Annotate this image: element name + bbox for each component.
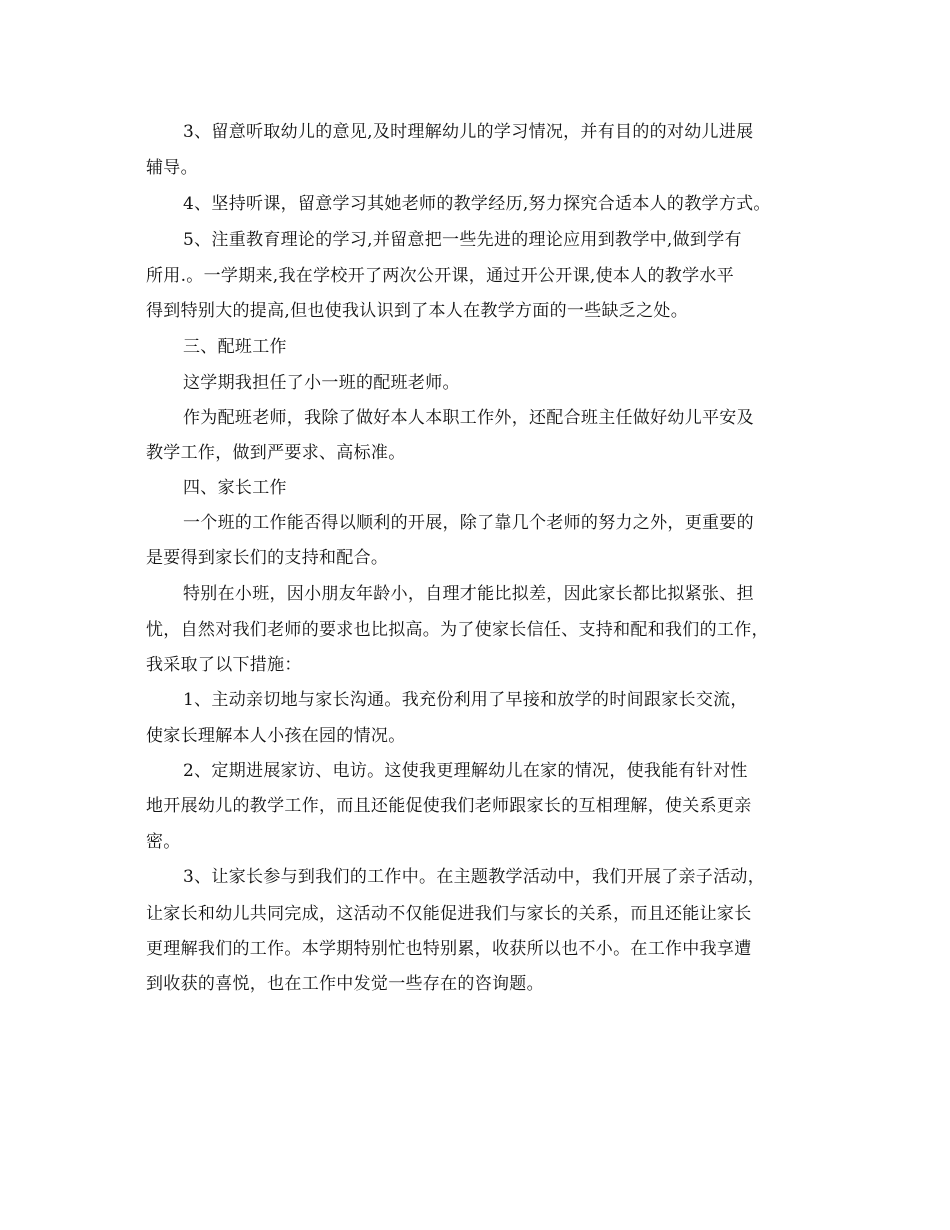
paragraph-line: 教学工作，做到严要求、高标准。 bbox=[146, 443, 406, 463]
paragraph-line: 3、留意听取幼儿的意见,及时理解幼儿的学习情况，并有目的的对幼儿进展 bbox=[183, 122, 754, 142]
paragraph-line: 地开展幼儿的教学工作，而且还能促使我们老师跟家长的互相理解，使关系更亲 bbox=[146, 796, 752, 816]
paragraph-line: 到收获的喜悦，也在工作中发觉一些存在的咨询题。 bbox=[146, 974, 544, 994]
paragraph-line: 忧，自然对我们老师的要求也比拟高。为了使家长信任、支持和配和我们的工作， bbox=[146, 620, 769, 640]
paragraph-line: 是要得到家长们的支持和配合。 bbox=[146, 548, 389, 568]
paragraph-line: 4、坚持听课，留意学习其她老师的教学经历,努力探究合适本人的教学方式。 bbox=[183, 194, 771, 214]
paragraph-line: 让家长和幼儿共同完成，这活动不仅能促进我们与家长的关系，而且还能让家长 bbox=[146, 904, 752, 924]
paragraph-line: 使家长理解本人小孩在园的情况。 bbox=[146, 726, 406, 746]
paragraph-line: 1、主动亲切地与家长沟通。我充份利用了早接和放学的时间跟家长交流， bbox=[183, 690, 748, 710]
paragraph-line: 我采取了以下措施： bbox=[146, 655, 302, 675]
paragraph-line: 一个班的工作能否得以顺利的开展，除了靠几个老师的努力之外，更重要的 bbox=[183, 513, 754, 533]
paragraph-line: 3、让家长参与到我们的工作中。在主题教学活动中，我们开展了亲子活动， bbox=[183, 867, 766, 887]
paragraph-line: 作为配班老师，我除了做好本人本职工作外，还配合班主任做好幼儿平安及 bbox=[183, 408, 754, 428]
paragraph-line: 更理解我们的工作。本学期特别忙也特别累，收获所以也不小。在工作中我享遭 bbox=[146, 939, 752, 959]
paragraph-line: 所用.。一学期来,我在学校开了两次公开课，通过开公开课,使本人的教学水平 bbox=[146, 266, 735, 286]
paragraph-line: 密。 bbox=[146, 832, 181, 852]
paragraph-line: 得到特别大的提高,但也使我认识到了本人在教学方面的一些缺乏之处。 bbox=[146, 301, 689, 321]
section-heading: 三、配班工作 bbox=[183, 337, 287, 357]
paragraph-line: 5、注重教育理论的学习,并留意把一些先进的理论应用到教学中,做到学有 bbox=[183, 230, 742, 250]
paragraph-line: 这学期我担任了小一班的配班老师。 bbox=[183, 373, 460, 393]
section-heading: 四、家长工作 bbox=[183, 478, 287, 498]
paragraph-line: 特别在小班，因小朋友年龄小，自理才能比拟差，因此家长都比拟紧张、担 bbox=[183, 584, 754, 604]
paragraph-line: 2、定期进展家访、电访。这使我更理解幼儿在家的情况，使我能有针对性 bbox=[183, 761, 748, 781]
paragraph-line: 辅导。 bbox=[146, 158, 198, 178]
